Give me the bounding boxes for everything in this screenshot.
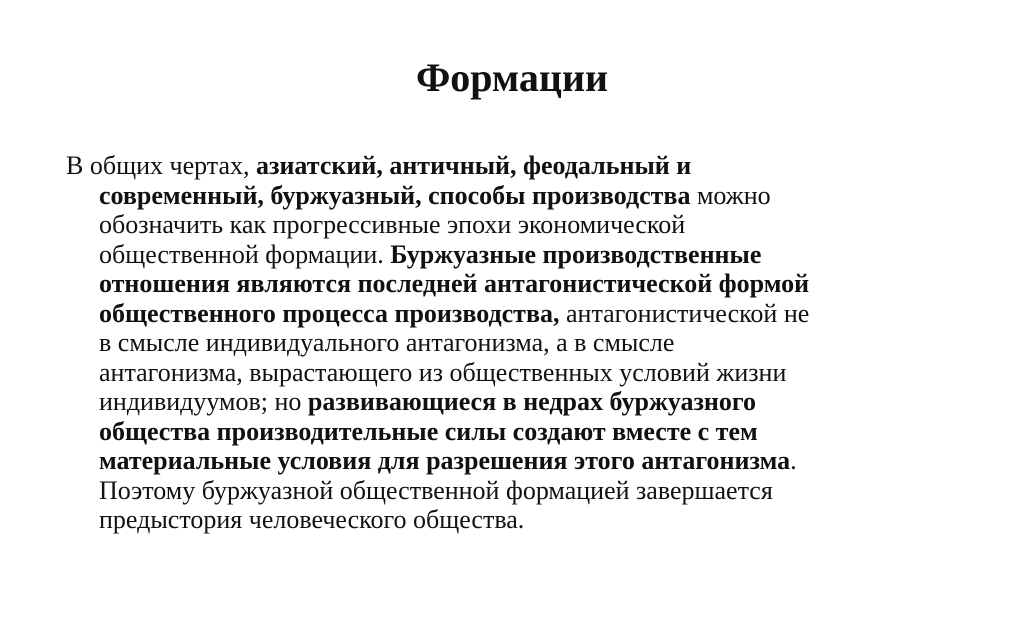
body-line xyxy=(66,269,966,299)
text-segment: можно xyxy=(690,180,771,210)
bold-text-segment: Буржуазные производственные xyxy=(390,239,762,269)
text-segment: общественной формации. xyxy=(99,239,391,269)
bold-text-segment: современный, буржуазный, способы производства xyxy=(99,180,691,210)
text-segment: В общих чертах, xyxy=(66,151,256,180)
slide-title: Формации xyxy=(415,55,609,100)
text-segment: антагонистической не xyxy=(559,298,810,328)
body-line xyxy=(66,328,966,358)
text-segment: . xyxy=(790,446,797,475)
text-segment: индивидуумов; но xyxy=(99,387,308,416)
bold-text-segment: общества производительные силы создают вместе с тем xyxy=(99,416,758,446)
bold-text-segment: азиатский, античный, феодальный и xyxy=(256,151,692,180)
body-line xyxy=(66,299,966,329)
body-line xyxy=(66,240,966,270)
body-line xyxy=(66,358,966,388)
body-line xyxy=(66,387,966,417)
bold-text-segment: общественного процесса производства, xyxy=(99,298,560,328)
body-line xyxy=(66,476,966,506)
text-segment: в смысле индивидуального антагонизма, а в смысле xyxy=(99,328,675,357)
bold-text-segment: развивающиеся в недрах буржуазного xyxy=(307,387,757,416)
text-segment: антагонизма, вырастающего из общественных условий жизни xyxy=(99,357,787,387)
text-segment: Поэтому буржуазной общественной формацией завершается xyxy=(99,475,773,505)
body-line xyxy=(66,181,966,211)
bold-text-segment: материальные условия для разрешения этого антагонизма xyxy=(99,446,791,475)
body-line xyxy=(66,417,966,447)
text-segment: обозначить как прогрессивные эпохи экономической xyxy=(99,210,686,239)
slide-body-paragraph xyxy=(66,151,966,535)
text-segment: предыстория человеческого общества. xyxy=(99,505,525,534)
body-line xyxy=(66,210,966,240)
body-line xyxy=(66,505,966,535)
body-line xyxy=(66,151,966,181)
body-line xyxy=(66,446,966,476)
bold-text-segment: отношения являются последней антагонистической формой xyxy=(99,269,810,298)
